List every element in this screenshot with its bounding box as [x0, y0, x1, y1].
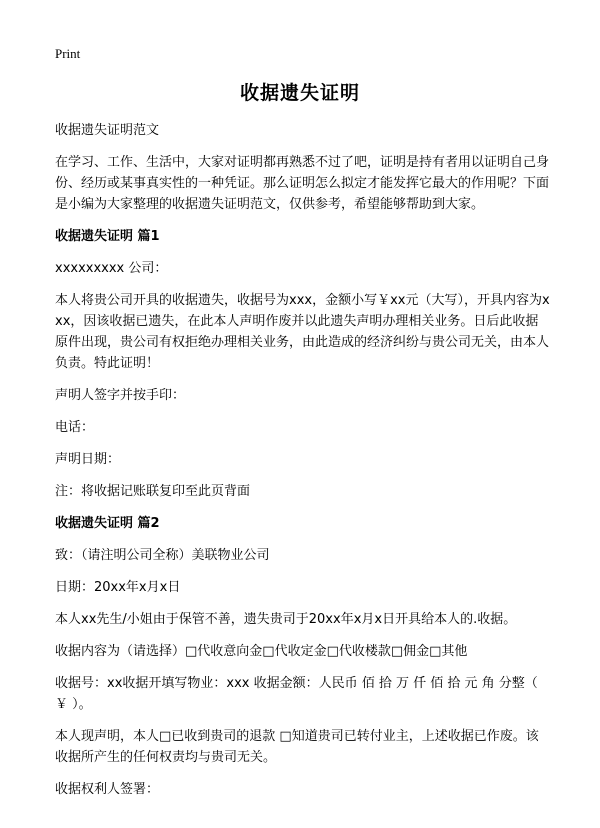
- rights-holder-signature-line: 收据权利人签署：: [55, 782, 160, 797]
- intro-heading: 收据遗失证明范文: [55, 123, 160, 138]
- to-line: 致：（请注明公司全称）美联物业公司: [55, 548, 270, 563]
- receipt-content-line: 收据内容为（请选择）□代收意向金□代收定金□代收楼款□佣金□其他: [55, 644, 468, 659]
- print-link[interactable]: Print: [55, 46, 81, 61]
- phone-line: 电话：: [55, 420, 95, 435]
- section-heading-2: 收据遗失证明 篇2: [55, 516, 160, 531]
- addressee-line: xxxxxxxxx 公司：: [55, 261, 168, 276]
- void-statement: 本人现声明，本人□已收到贵司的退款 □知道贵司已转付业主，上述收据已作废。该收据所产生的任何权责均与贵司无关。: [55, 729, 539, 765]
- section-heading-1: 收据遗失证明 篇1: [55, 229, 160, 244]
- declaration-paragraph: 本人将贵公司开具的收据遗失，收据号为xxx，金额小写￥xx元（大写），开具内容为xxx，因该收据已遗失，在此本人声明作废并以此遗失声明办理相关业务。日后此收据原件出现，贵公司有权拒绝办理相关业务，由此造成的经济纠纷与贵公司无关，由本人负责。特此证明！: [55, 293, 550, 371]
- intro-paragraph: 在学习、工作、生活中，大家对证明都再熟悉不过了吧，证明是持有者用以证明自己身份、经历或某事真实性的一种凭证。那么证明怎么拟定才能发挥它最大的作用呢？下面是小编为大家整理的收据遗失证明范文，仅供参考，希望能够帮助到大家。: [55, 155, 550, 212]
- receipt-number-line: 收据号：xx收据开填写物业：xxx 收据金额：人民币 佰 拾 万 仟 佰 拾 元 角 分整（ ￥ ）。: [55, 676, 542, 712]
- document-body: [55, 120, 550, 811]
- document-title: 收据遗失证明: [239, 82, 360, 104]
- loss-statement: 本人xx先生/小姐由于保管不善，遗失贵司于20xx年x月x日开具给本人的.收据。: [55, 612, 517, 627]
- note-line: 注：将收据记账联复印至此页背面: [55, 484, 251, 499]
- date-line: 日期：20xx年x月x日: [55, 580, 181, 595]
- signature-line: 声明人签字并按手印：: [55, 388, 186, 403]
- declaration-date-line: 声明日期：: [55, 452, 121, 467]
